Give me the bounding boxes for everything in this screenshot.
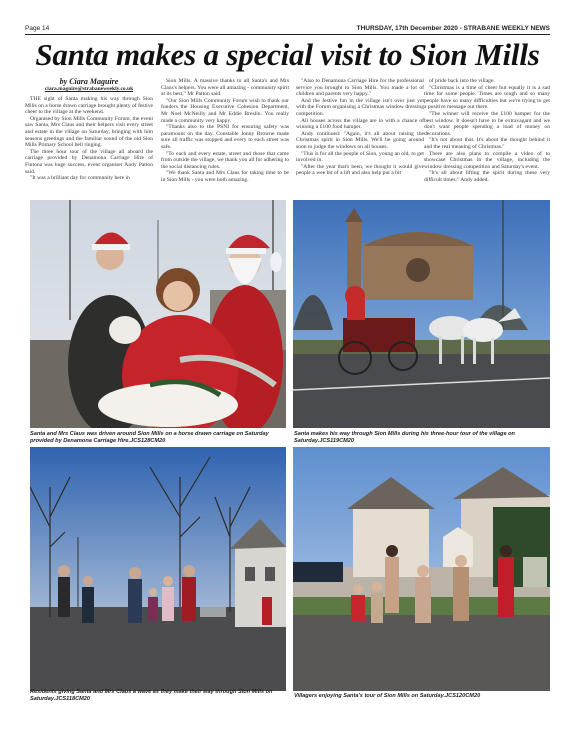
paragraph: There are also plans to compile a video of to showcase Christmas in the village, including the window dressing competition and Saturday's event.	[424, 150, 550, 170]
article-column-2	[161, 78, 289, 184]
photo-santa-mrs-claus	[30, 200, 286, 428]
dateline: THURSDAY, 17th December 2020 - STRABANE WEEKLY NEWS	[356, 25, 550, 32]
paragraph: "To each and every estate, street and those that came from outside the village, we thank you all for adhering to the social distancing rules.	[161, 150, 289, 170]
paragraph: And the festive fun in the village isn't over just yet with the Forum organising a Christmas window dressing competition.	[296, 97, 424, 117]
article-column-4	[424, 78, 550, 184]
paragraph: Organised by Sion Mills Community Forum, the event saw Santa, Mrs Claus and their helpers visit every street and estate in the village on Saturday, bringing with him seasons greetings and the familiar sound of the old Sion Mills Primary School bell ringing.	[25, 115, 153, 149]
paragraph: "Christmas is a time of cheer but equally it is a sad time for some people. Times are tough and so many people have so many difficulties but we're trying to get a positive message out there.	[424, 84, 550, 111]
paragraph: THE sight of Santa making his way through Sion Mills on a horse drawn carriage brought plenty of festive cheer to the village at the weekend.	[25, 96, 153, 116]
paragraph: Sion Mills. A massive thanks to all Santa's and Mrs Claus's helpers. You were all amazing - community spirit at its best," Mr Patton said.	[161, 78, 289, 98]
paragraph: "This is for all the people of Sion, young an old, to get involved in.	[296, 150, 424, 164]
headline: Santa makes a special visit to Sion Mills	[35, 37, 540, 72]
paragraph: Andy continued: "Again, it's all about raising the Christmas spirit in Sion Mills. We'll be going around soon to judge the windows on all houses.	[296, 130, 424, 150]
author-name: by Ciara Maguire	[59, 77, 119, 86]
photo-carriage	[293, 200, 550, 428]
paragraph: "Thanks also to the PSNI for ensuring safety was paramount on the day. Constable Jonny Browne made sure all traffic was stopped and every to each street was safe.	[161, 124, 289, 150]
article-column-3	[296, 78, 424, 177]
photo-caption: Villagers enjoying Santa's tour of Sion Mills on Saturday.JCS120CM20	[294, 693, 481, 699]
photo-villagers	[293, 447, 550, 691]
paragraph: The three hour tour of the village all aboard the carriage provided by Denamona Carriage Hire of Fintona was huge success, event organiser Andy Patton said.	[25, 148, 153, 175]
paragraph: "Our Sion Mills Community Forum wish to thank our funders the Housing Executive Cohesion Department, Mr Noel McNeilly and Mr Eddie Breslin. You really made a community very happy.	[161, 97, 289, 124]
paragraph: "Also to Denamona Carriage Hire for the professional service you brought to Sion Mills. You made a lot of children and parents very happy."	[296, 78, 424, 98]
page-number: Page 14	[25, 25, 50, 32]
paragraph: "It's all about lifting the spirit during these very difficult times," Andy added.	[424, 170, 550, 183]
photo-caption: Santa makes his way through Sion Mills during his three-hour tour of the village on Saturday.JCS119CM20	[294, 431, 515, 444]
photo-caption: Santa and Mrs Claus was driven around Sion Mills on a horse drawn carriage on Saturday provided by Denamona Carriage Hire.JCS128CM20	[30, 431, 269, 444]
author-email[interactable]: ciara.maguire@strabaneweekly.co.uk	[44, 86, 134, 92]
photo-caption: Residents giving Santa and Mrs Claus a wave as they make their way through Sion Mills on Saturday.JCS118CM20	[30, 689, 273, 702]
paragraph: of pride back into the village.	[429, 78, 495, 84]
paragraph: All houses across the village are in with a chance of winning a £100 food hamper.	[296, 117, 424, 131]
header-rule	[25, 34, 550, 35]
paragraph: "We thank Santa and Mrs Claus for taking time to be in Sion Mills - you were both amazing.	[161, 170, 289, 183]
paragraph: "The winner will receive the £100 hamper for the best window. It doesn't have to be extravagant and we don't want people spending a load of money on decorations.	[424, 110, 550, 137]
paragraph: "It's not about that. It's about the thought behind it and the real meaning of Christmas."	[424, 137, 550, 150]
byline	[25, 77, 153, 92]
photo-residents-waving	[30, 447, 286, 691]
article-column-1	[25, 96, 153, 182]
paragraph: "After the year that's been, we thought it would give people a wee bit of a lift and also help put a bit	[296, 163, 424, 177]
paragraph: "It was a brilliant day for community here in	[30, 175, 130, 182]
